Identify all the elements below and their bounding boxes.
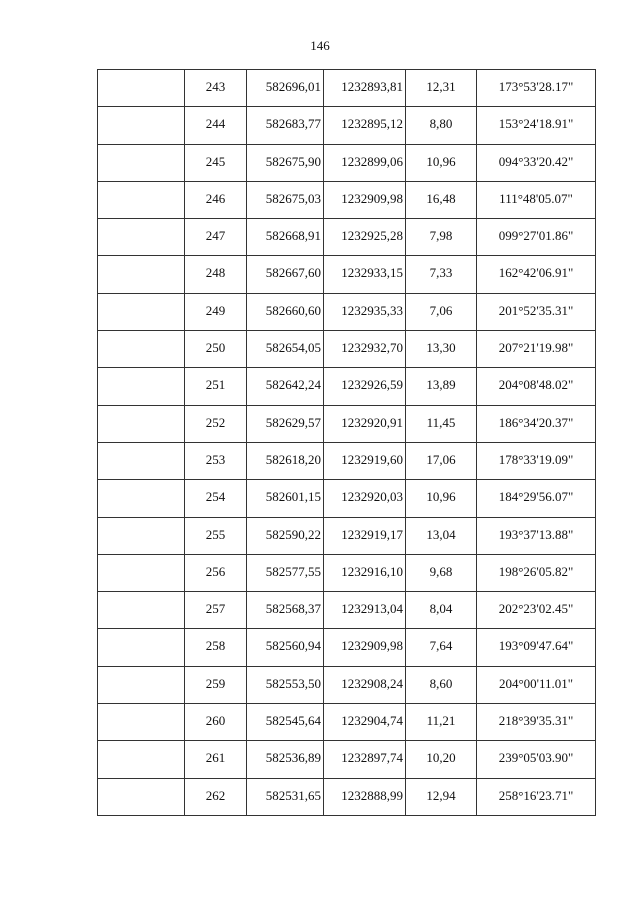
x-coordinate-cell: 582531,65 [247,778,324,815]
angle-cell: 198°26'05.82" [477,554,596,591]
table-row [98,666,596,703]
length-cell: 7,98 [406,219,477,256]
y-coordinate-cell: 1232913,04 [324,592,406,629]
page-number: 146 [310,38,330,53]
angle-cell: 201°52'35.31" [477,293,596,330]
table-row [98,778,596,815]
y-coordinate-cell: 1232920,91 [324,405,406,442]
point-number-cell: 260 [185,704,247,741]
blank-cell [98,181,185,218]
table-row [98,293,596,330]
blank-cell [98,70,185,107]
table-row [98,256,596,293]
point-number-cell: 252 [185,405,247,442]
table-row [98,592,596,629]
point-number-cell: 251 [185,368,247,405]
x-coordinate-cell: 582654,05 [247,331,324,368]
point-number-cell: 256 [185,554,247,591]
x-coordinate-cell: 582696,01 [247,70,324,107]
point-number-cell: 243 [185,70,247,107]
x-coordinate-cell: 582660,60 [247,293,324,330]
blank-cell [98,629,185,666]
angle-cell: 193°37'13.88" [477,517,596,554]
table-row [98,554,596,591]
angle-cell: 193°09'47.64" [477,629,596,666]
blank-cell [98,107,185,144]
x-coordinate-cell: 582536,89 [247,741,324,778]
blank-cell [98,666,185,703]
y-coordinate-cell: 1232920,03 [324,480,406,517]
x-coordinate-cell: 582560,94 [247,629,324,666]
x-coordinate-cell: 582545,64 [247,704,324,741]
table-row [98,181,596,218]
x-coordinate-cell: 582601,15 [247,480,324,517]
length-cell: 13,89 [406,368,477,405]
x-coordinate-cell: 582667,60 [247,256,324,293]
blank-cell [98,480,185,517]
y-coordinate-cell: 1232888,99 [324,778,406,815]
point-number-cell: 249 [185,293,247,330]
point-number-cell: 253 [185,442,247,479]
x-coordinate-cell: 582683,77 [247,107,324,144]
angle-cell: 218°39'35.31" [477,704,596,741]
length-cell: 7,64 [406,629,477,666]
table-row [98,629,596,666]
angle-cell: 099°27'01.86" [477,219,596,256]
length-cell: 8,80 [406,107,477,144]
table-row [98,70,596,107]
y-coordinate-cell: 1232909,98 [324,181,406,218]
angle-cell: 094°33'20.42" [477,144,596,181]
angle-cell: 173°53'28.17" [477,70,596,107]
table-row [98,368,596,405]
x-coordinate-cell: 582668,91 [247,219,324,256]
coordinates-table [97,69,596,816]
table-row [98,704,596,741]
table-row [98,107,596,144]
angle-cell: 204°00'11.01" [477,666,596,703]
angle-cell: 184°29'56.07" [477,480,596,517]
y-coordinate-cell: 1232926,59 [324,368,406,405]
length-cell: 11,21 [406,704,477,741]
y-coordinate-cell: 1232935,33 [324,293,406,330]
y-coordinate-cell: 1232897,74 [324,741,406,778]
length-cell: 9,68 [406,554,477,591]
x-coordinate-cell: 582642,24 [247,368,324,405]
blank-cell [98,778,185,815]
angle-cell: 258°16'23.71" [477,778,596,815]
length-cell: 12,31 [406,70,477,107]
y-coordinate-cell: 1232893,81 [324,70,406,107]
blank-cell [98,144,185,181]
x-coordinate-cell: 582553,50 [247,666,324,703]
y-coordinate-cell: 1232933,15 [324,256,406,293]
point-number-cell: 262 [185,778,247,815]
point-number-cell: 258 [185,629,247,666]
angle-cell: 239°05'03.90" [477,741,596,778]
coordinates-table-body [98,70,596,816]
y-coordinate-cell: 1232908,24 [324,666,406,703]
point-number-cell: 247 [185,219,247,256]
y-coordinate-cell: 1232904,74 [324,704,406,741]
blank-cell [98,592,185,629]
blank-cell [98,219,185,256]
length-cell: 7,06 [406,293,477,330]
length-cell: 11,45 [406,405,477,442]
blank-cell [98,442,185,479]
point-number-cell: 255 [185,517,247,554]
table-row [98,741,596,778]
x-coordinate-cell: 582675,90 [247,144,324,181]
table-row [98,442,596,479]
x-coordinate-cell: 582590,22 [247,517,324,554]
table-row [98,144,596,181]
point-number-cell: 259 [185,666,247,703]
table-row [98,480,596,517]
length-cell: 10,96 [406,144,477,181]
x-coordinate-cell: 582618,20 [247,442,324,479]
length-cell: 13,04 [406,517,477,554]
blank-cell [98,741,185,778]
table-row [98,219,596,256]
y-coordinate-cell: 1232925,28 [324,219,406,256]
point-number-cell: 248 [185,256,247,293]
point-number-cell: 257 [185,592,247,629]
point-number-cell: 245 [185,144,247,181]
blank-cell [98,331,185,368]
y-coordinate-cell: 1232916,10 [324,554,406,591]
angle-cell: 204°08'48.02" [477,368,596,405]
table-row [98,405,596,442]
y-coordinate-cell: 1232895,12 [324,107,406,144]
point-number-cell: 261 [185,741,247,778]
x-coordinate-cell: 582568,37 [247,592,324,629]
length-cell: 16,48 [406,181,477,218]
blank-cell [98,405,185,442]
length-cell: 13,30 [406,331,477,368]
table-row [98,517,596,554]
point-number-cell: 250 [185,331,247,368]
angle-cell: 153°24'18.91" [477,107,596,144]
table-row [98,331,596,368]
point-number-cell: 246 [185,181,247,218]
y-coordinate-cell: 1232909,98 [324,629,406,666]
x-coordinate-cell: 582629,57 [247,405,324,442]
angle-cell: 162°42'06.91" [477,256,596,293]
x-coordinate-cell: 582675,03 [247,181,324,218]
length-cell: 8,04 [406,592,477,629]
blank-cell [98,293,185,330]
y-coordinate-cell: 1232919,60 [324,442,406,479]
blank-cell [98,256,185,293]
length-cell: 7,33 [406,256,477,293]
x-coordinate-cell: 582577,55 [247,554,324,591]
angle-cell: 186°34'20.37" [477,405,596,442]
length-cell: 10,20 [406,741,477,778]
length-cell: 8,60 [406,666,477,703]
angle-cell: 207°21'19.98" [477,331,596,368]
angle-cell: 178°33'19.09" [477,442,596,479]
y-coordinate-cell: 1232919,17 [324,517,406,554]
y-coordinate-cell: 1232899,06 [324,144,406,181]
angle-cell: 111°48'05.07" [477,181,596,218]
blank-cell [98,517,185,554]
blank-cell [98,704,185,741]
length-cell: 12,94 [406,778,477,815]
length-cell: 10,96 [406,480,477,517]
point-number-cell: 254 [185,480,247,517]
blank-cell [98,368,185,405]
point-number-cell: 244 [185,107,247,144]
angle-cell: 202°23'02.45" [477,592,596,629]
length-cell: 17,06 [406,442,477,479]
y-coordinate-cell: 1232932,70 [324,331,406,368]
blank-cell [98,554,185,591]
